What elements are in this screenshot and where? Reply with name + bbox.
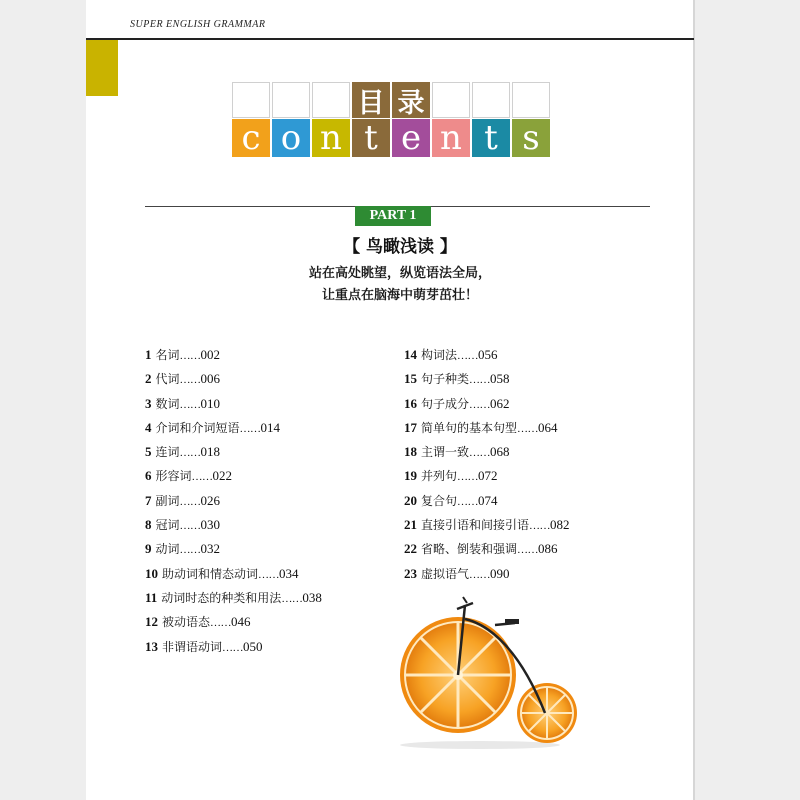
title-letter-tile: e — [392, 119, 430, 157]
toc-entry — [404, 416, 570, 440]
toc-entry-leader: …… — [281, 592, 303, 605]
toc-entry-title: 形容词 — [155, 469, 192, 484]
toc-entry-leader: …… — [179, 447, 201, 460]
toc-entry-page: 014 — [260, 419, 281, 435]
toc-entry-leader: …… — [529, 520, 551, 533]
toc-entry-page: 064 — [538, 419, 558, 435]
toc-entry — [404, 537, 570, 561]
title-letter-tile: t — [472, 119, 510, 157]
toc-entry-leader: …… — [179, 544, 201, 557]
title-letter-tile: t — [352, 119, 390, 157]
toc-entry-title: 数词 — [155, 396, 180, 411]
toc-entry-leader: …… — [457, 350, 479, 362]
toc-entry-number: 15 — [404, 371, 417, 387]
toc-entry-title: 连词 — [155, 445, 180, 460]
toc-entry — [145, 562, 322, 586]
toc-entry-title: 复合句 — [421, 493, 458, 508]
title-chinese-char: 录 — [392, 82, 430, 118]
title-empty-box — [232, 82, 270, 118]
toc-entry-number: 14 — [404, 347, 417, 362]
toc-entry-page: 010 — [200, 395, 221, 411]
toc-entry — [145, 635, 322, 659]
toc-entry — [145, 367, 322, 391]
toc-entry — [404, 513, 570, 537]
toc-entry-page: 018 — [200, 444, 221, 460]
toc-entry-leader: …… — [469, 398, 491, 411]
toc-entry — [145, 416, 322, 440]
toc-entry-number: 2 — [145, 371, 152, 387]
toc-entry — [145, 610, 322, 634]
toc-entry-page: 002 — [200, 347, 221, 362]
toc-entry — [145, 343, 322, 367]
series-title: SUPER ENGLISH GRAMMAR — [130, 19, 266, 30]
toc-entry-number: 22 — [404, 541, 417, 557]
toc-entry-page: 082 — [550, 517, 570, 533]
toc-entry-page: 068 — [490, 444, 510, 460]
toc-entry-page: 026 — [200, 492, 221, 508]
toc-entry-page: 062 — [490, 395, 510, 411]
toc-entry — [145, 537, 322, 561]
part-tagline-2: 让重点在脑海中萌芽茁壮！ — [321, 288, 478, 303]
toc-entry-page: 050 — [243, 638, 263, 654]
toc-entry-title: 简单句的基本句型 — [421, 420, 518, 435]
toc-entry-page: 086 — [538, 541, 558, 557]
toc-entry-title: 副词 — [155, 493, 180, 508]
toc-entry-page: 038 — [302, 589, 322, 605]
page-edge-shadow — [693, 0, 695, 800]
toc-entry-title: 主谓一致 — [421, 445, 470, 460]
toc-entry — [145, 513, 322, 537]
title-chinese-row — [232, 82, 550, 118]
toc-entry-leader: …… — [457, 471, 479, 484]
toc-entry-leader: …… — [469, 447, 491, 460]
toc-entry-page: 056 — [478, 347, 498, 362]
toc-entry-leader: …… — [179, 350, 201, 362]
toc-entry — [404, 489, 570, 513]
title-empty-box — [272, 82, 310, 118]
toc-entry-title: 名词 — [155, 348, 180, 362]
part-name: 【 鸟瞰浅读 】 — [343, 237, 457, 257]
toc-entry-number: 13 — [145, 638, 158, 654]
toc-entry-leader: …… — [222, 641, 244, 654]
toc-entry — [404, 392, 570, 416]
toc-entry-leader: …… — [179, 398, 201, 411]
toc-entry-page: 090 — [490, 565, 510, 581]
title-empty-box — [312, 82, 350, 118]
toc-entry-leader: …… — [179, 495, 201, 508]
toc-entry-leader: …… — [457, 495, 479, 508]
title-letter-tile: n — [432, 119, 470, 157]
toc-entry — [404, 343, 570, 367]
part-tagline-1: 站在高处眺望，纵览语法全局， — [308, 266, 491, 281]
toc-entry-page: 034 — [279, 565, 299, 581]
toc-entry-number: 7 — [145, 492, 152, 508]
toc-entry-title: 直接引语和间接引语 — [421, 518, 530, 533]
title-letter-tile: n — [312, 119, 350, 157]
toc-entry-number: 18 — [404, 444, 417, 460]
toc-entry-number: 6 — [145, 468, 152, 484]
toc-entry-title: 构词法 — [421, 348, 458, 362]
toc-entry-leader: …… — [517, 544, 539, 557]
toc-entry-number: 3 — [145, 395, 152, 411]
toc-entry-title: 句子种类 — [421, 372, 470, 387]
toc-entry-leader: …… — [239, 422, 261, 435]
title-empty-box — [432, 82, 470, 118]
toc-entry-page: 046 — [231, 614, 251, 630]
toc-entry-leader: …… — [469, 568, 491, 581]
toc-entry-title: 动词 — [155, 542, 180, 557]
toc-entry — [145, 440, 322, 464]
toc-entry — [404, 440, 570, 464]
toc-entry-number: 20 — [404, 492, 417, 508]
toc-entry — [404, 562, 570, 586]
toc-entry — [404, 464, 570, 488]
toc-entry-page: 058 — [490, 371, 510, 387]
title-letter-tile: s — [512, 119, 550, 157]
toc-entry-title: 助动词和情态动词 — [162, 566, 259, 581]
title-empty-box — [512, 82, 550, 118]
toc-entry-number: 21 — [404, 517, 417, 533]
toc-entry-title: 虚拟语气 — [421, 566, 470, 581]
title-empty-box — [472, 82, 510, 118]
toc-entry-page: 074 — [478, 492, 498, 508]
toc-entry-number: 16 — [404, 395, 417, 411]
toc-entry-page: 022 — [212, 468, 233, 484]
toc-entry-number: 17 — [404, 419, 417, 435]
toc-entry — [145, 392, 322, 416]
toc-entry-page: 032 — [200, 541, 221, 557]
toc-entry-number: 5 — [145, 444, 152, 460]
toc-entry-title: 代词 — [155, 372, 180, 387]
toc-entry-number: 8 — [145, 517, 152, 533]
toc-entry-leader: …… — [517, 422, 539, 435]
toc-entry-number: 11 — [145, 589, 158, 605]
toc-entry-leader: …… — [179, 374, 201, 387]
title-chinese-char: 目 — [352, 82, 390, 118]
toc-entry-leader: …… — [210, 617, 232, 630]
orange-bicycle-icon — [395, 595, 580, 755]
toc-entry-title: 介词和介词短语 — [155, 420, 240, 435]
toc-entry-number: 9 — [145, 541, 152, 557]
toc-entry — [145, 464, 322, 488]
toc-entry-title: 被动语态 — [162, 615, 211, 630]
toc-entry-title: 非谓语动词 — [162, 639, 223, 654]
toc-entry — [145, 586, 322, 610]
toc-entry-number: 19 — [404, 468, 417, 484]
toc-entry-page: 006 — [200, 371, 221, 387]
toc-entry-title: 动词时态的种类和用法 — [161, 590, 282, 605]
toc-list-left — [145, 343, 322, 659]
toc-entry — [145, 489, 322, 513]
title-contents-row — [232, 119, 550, 157]
toc-entry-title: 句子成分 — [421, 396, 470, 411]
toc-entry-number: 4 — [145, 419, 152, 435]
toc-entry-leader: …… — [469, 374, 491, 387]
toc-entry-leader: …… — [191, 471, 213, 484]
title-letter-tile: o — [272, 119, 310, 157]
toc-entry-leader: …… — [258, 568, 280, 581]
toc-entry-number: 23 — [404, 565, 417, 581]
toc-entry-title: 省略、倒装和强调 — [421, 542, 518, 557]
part-badge: PART 1 — [355, 206, 431, 226]
toc-entry — [404, 367, 570, 391]
toc-entry-title: 冠词 — [155, 518, 180, 533]
toc-entry-title: 并列句 — [421, 469, 458, 484]
toc-entry-page: 072 — [478, 468, 498, 484]
toc-entry-page: 030 — [200, 517, 221, 533]
toc-entry-number: 12 — [145, 614, 158, 630]
toc-entry-number: 10 — [145, 565, 158, 581]
title-letter-tile: c — [232, 119, 270, 157]
toc-entry-leader: …… — [179, 520, 201, 533]
header-rule — [86, 38, 694, 40]
toc-list-right — [404, 343, 570, 586]
chapter-tab — [86, 40, 118, 96]
toc-entry-number: 1 — [145, 347, 152, 362]
